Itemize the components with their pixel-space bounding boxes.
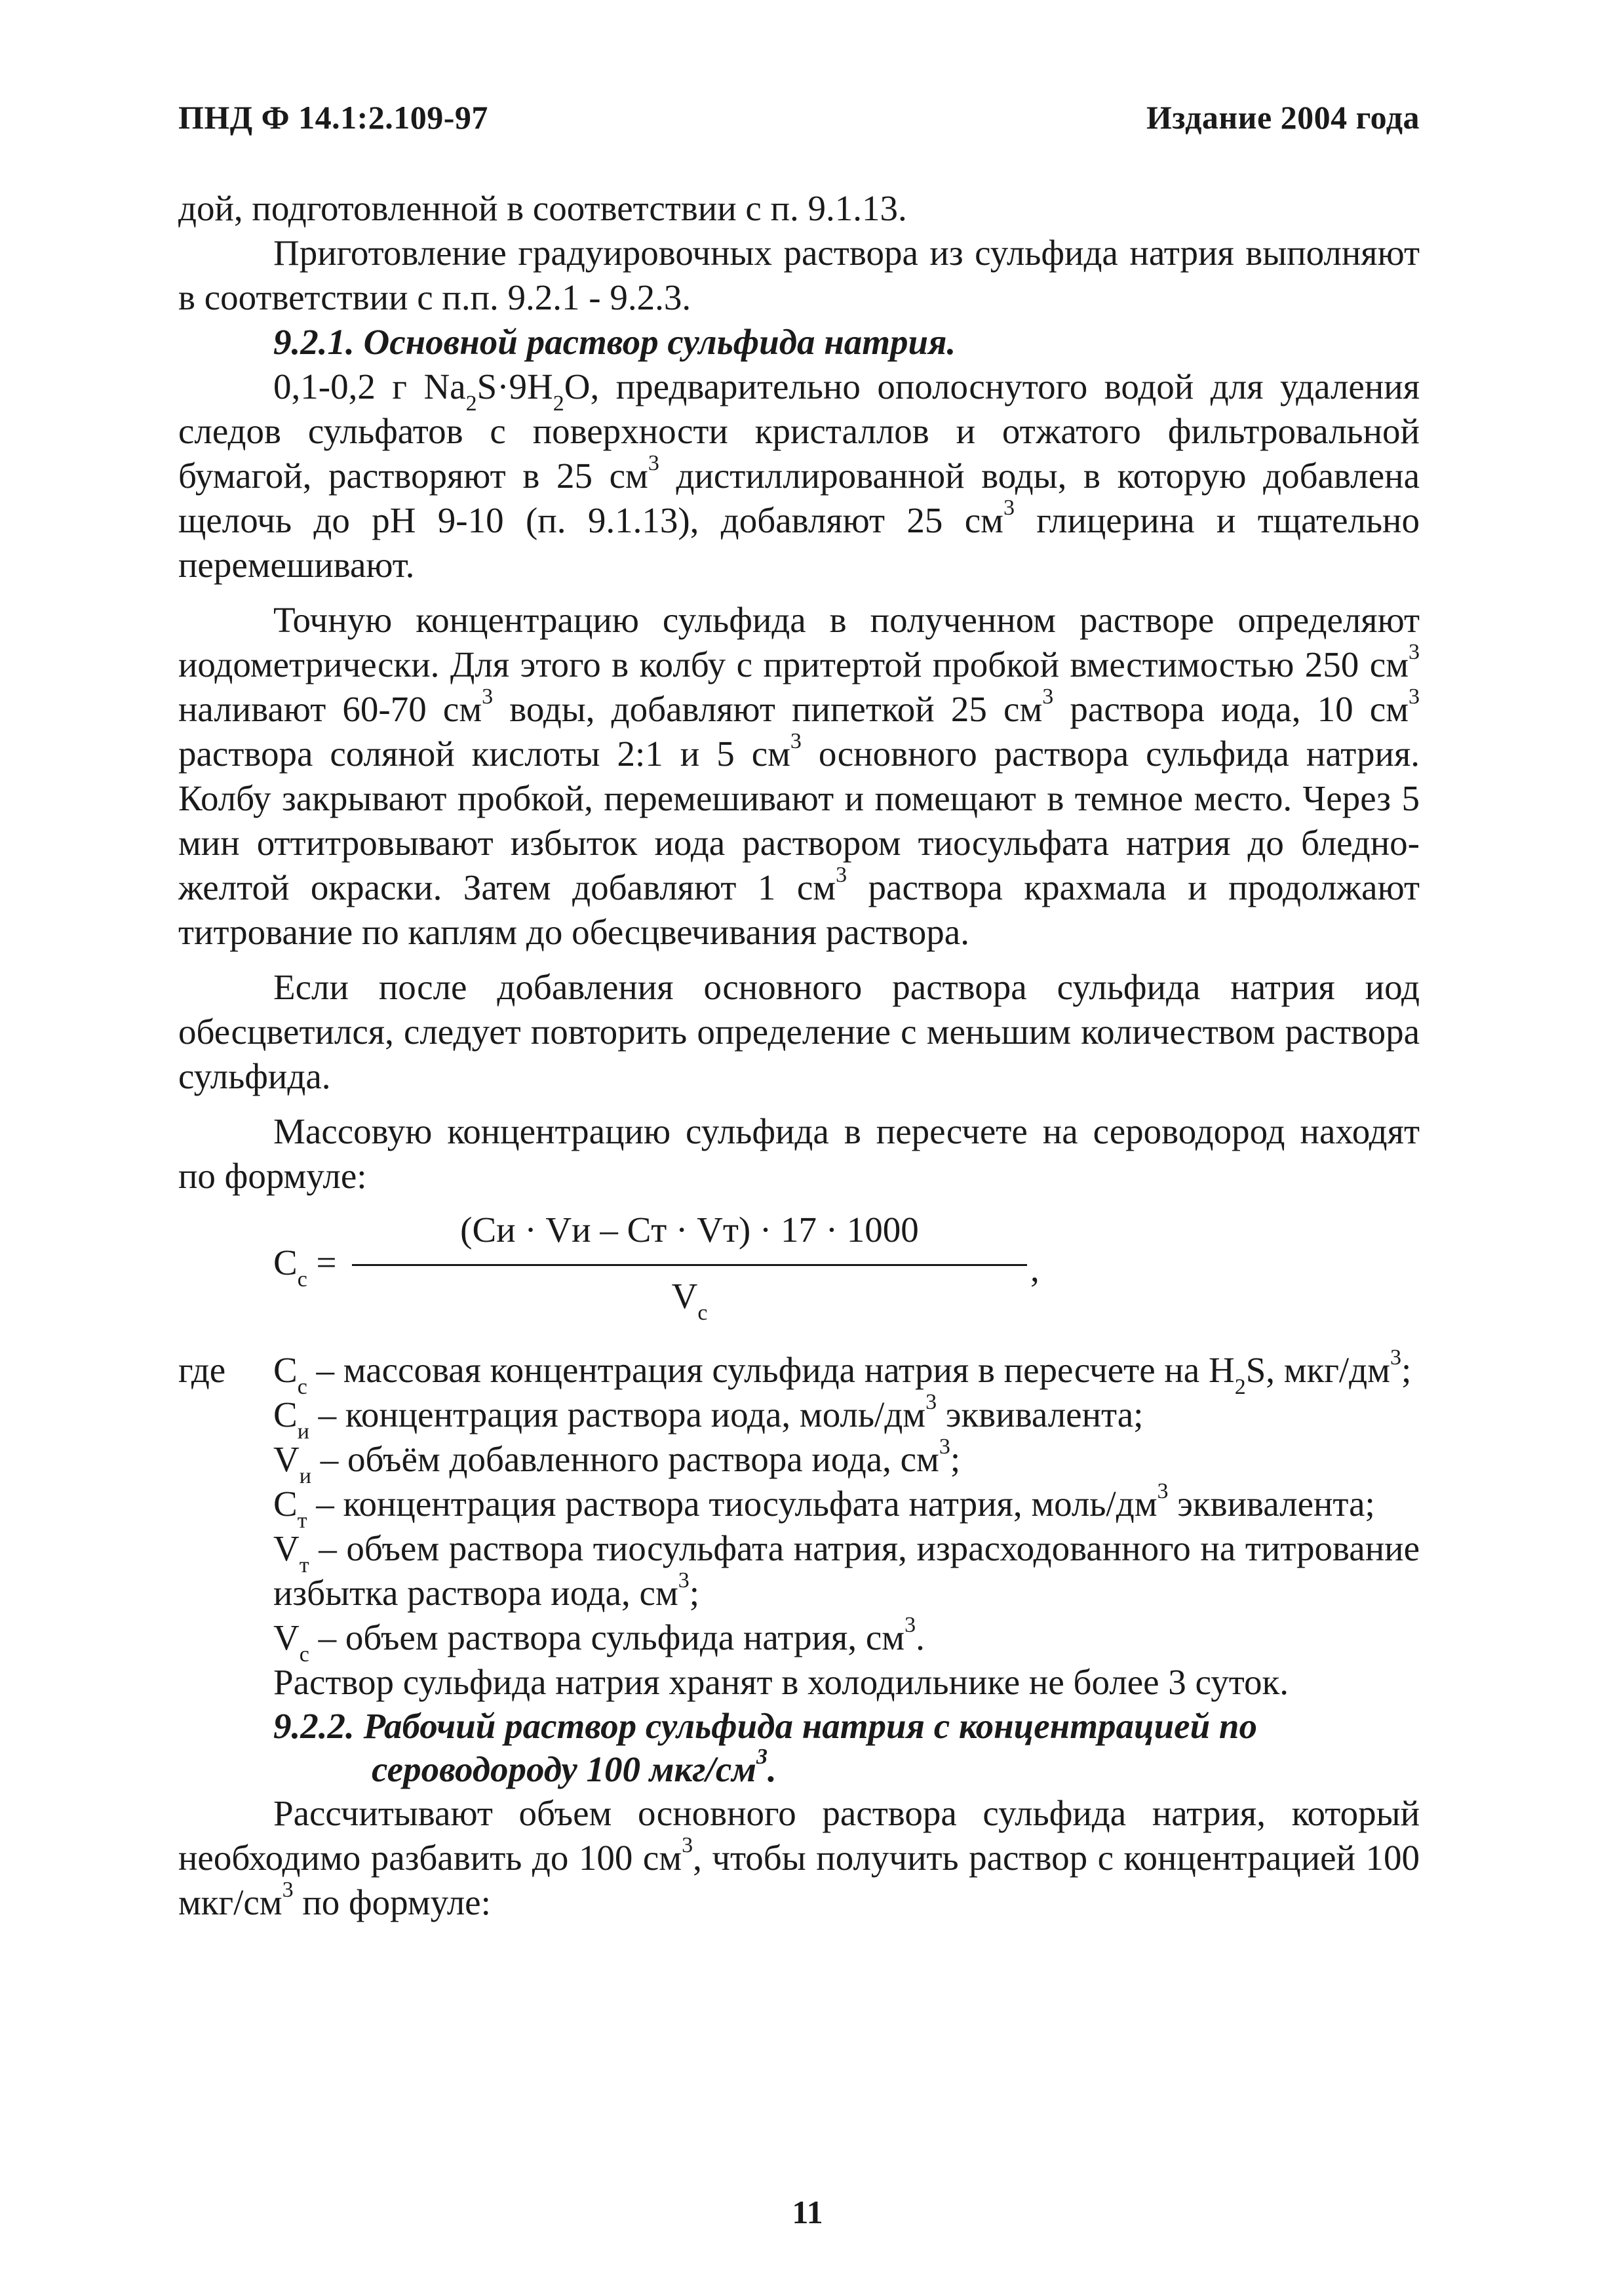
definition-ct: $C_т$ – концентрация раствора тиосульфата натрия, моль/$дм^3$ эквивалента; xyxy=(273,1478,1375,1533)
formula-lhs: $C_с$ = xyxy=(273,1242,337,1292)
formula-denominator: $V_с$ xyxy=(671,1276,708,1325)
paragraph-preparation: Приготовление градуировочных раствора из сульфида натрия выполняют в соответствии с п.п. 9.2.1 - 9.2.3. xyxy=(178,233,1420,317)
page-content xyxy=(178,186,1420,1925)
formula-cc xyxy=(178,1208,1420,1339)
variable-definitions xyxy=(178,1345,1420,1705)
definition-vc: $V_с$ – объем раствора сульфида натрия, $см^3$. xyxy=(273,1612,925,1667)
document-code-header: ПНД Ф 14.1:2.109-97 xyxy=(178,99,488,136)
formula-numerator: (Cи · Vи – Cт · Vт) · 17 · 1000 xyxy=(460,1210,919,1250)
storage-note: Раствор сульфида натрия хранят в холодильнике не более 3 суток. xyxy=(273,1662,1289,1702)
edition-header: Издание 2004 года xyxy=(1146,99,1420,136)
fraction-bar xyxy=(352,1264,1027,1266)
formula-fraction xyxy=(352,1208,1027,1325)
page-number: 11 xyxy=(792,2194,823,2230)
definition-cc: $C_с$ – массовая концентрация сульфида натрия в пересчете на $H_2S$, мкг/$дм^3$; xyxy=(273,1345,1412,1399)
definition-vi: $V_и$ – объём добавленного раствора иода, $см^3$; xyxy=(273,1434,961,1488)
paragraph-stock-solution: 0,1-0,2 г $Na_2S\cdot 9H_2O$, предварительно ополоснутого водой для удаления следов сульфатов с поверхности кристаллов и отжатого фильтровальной бумагой, растворяют в 25 $см^3$ дистиллированной воды, в которую добавлена щелочь до pH 9-10 (п. 9.1.13), добавляют 25 $см^3$ глицерина и тщательно перемешивают. xyxy=(178,366,1420,585)
section-heading-9-2-1: 9.2.1. Основной раствор сульфида натрия. xyxy=(273,322,956,362)
formula-comma: , xyxy=(1030,1249,1040,1289)
paragraph-mass-concentration: Массовую концентрацию сульфида в пересчете на сероводород находят по формуле: xyxy=(178,1111,1420,1196)
section-heading-9-2-2: 9.2.2. Рабочий раствор сульфида натрия с концентрацией по сероводороду 100 мкг/$см^3$. xyxy=(273,1706,1258,1789)
paragraph-decolorized: Если после добавления основного раствора сульфида натрия иод обесцветился, следует повторить определение с меньшим количеством раствора сульфида. xyxy=(178,967,1420,1096)
where-label: где xyxy=(178,1350,226,1390)
definition-vt: $V_т$ – объем раствора тиосульфата натрия, израсходованного на титрование избытка раствора иода, $см^3$; xyxy=(273,1528,1420,1613)
paragraph-working-solution: Рассчитывают объем основного раствора сульфида натрия, который необходимо разбавить до 100 $см^3$, чтобы получить раствор с концентрацией 100 мкг/$см^3$ по формуле: xyxy=(178,1793,1420,1922)
paragraph-continuation: дой, подготовленной в соответствии с п. 9.1.13. xyxy=(178,188,907,228)
paragraph-iodometric: Точную концентрацию сульфида в полученном растворе определяют иодометрически. Для этого в колбу с притертой пробкой вместимостью 250 $см^3$ наливают 60-70 $см^3$ воды, добавляют пипеткой 25 $см^3$ раствора иода, 10 $см^3$ раствора соляной кислоты 2:1 и 5 $см^3$ основного раствора сульфида натрия. Колбу закрывают пробкой, перемешивают и помещают в темное место. Через 5 мин оттитровывают избыток иода раствором тиосульфата натрия до бледно-желтой окраски. Затем добавляют 1 $см^3$ раствора крахмала и продолжают титрование по каплям до обесцвечивания раствора. xyxy=(178,600,1420,952)
definition-ci: $C_и$ – концентрация раствора иода, моль/$дм^3$ эквивалента; xyxy=(273,1389,1144,1444)
